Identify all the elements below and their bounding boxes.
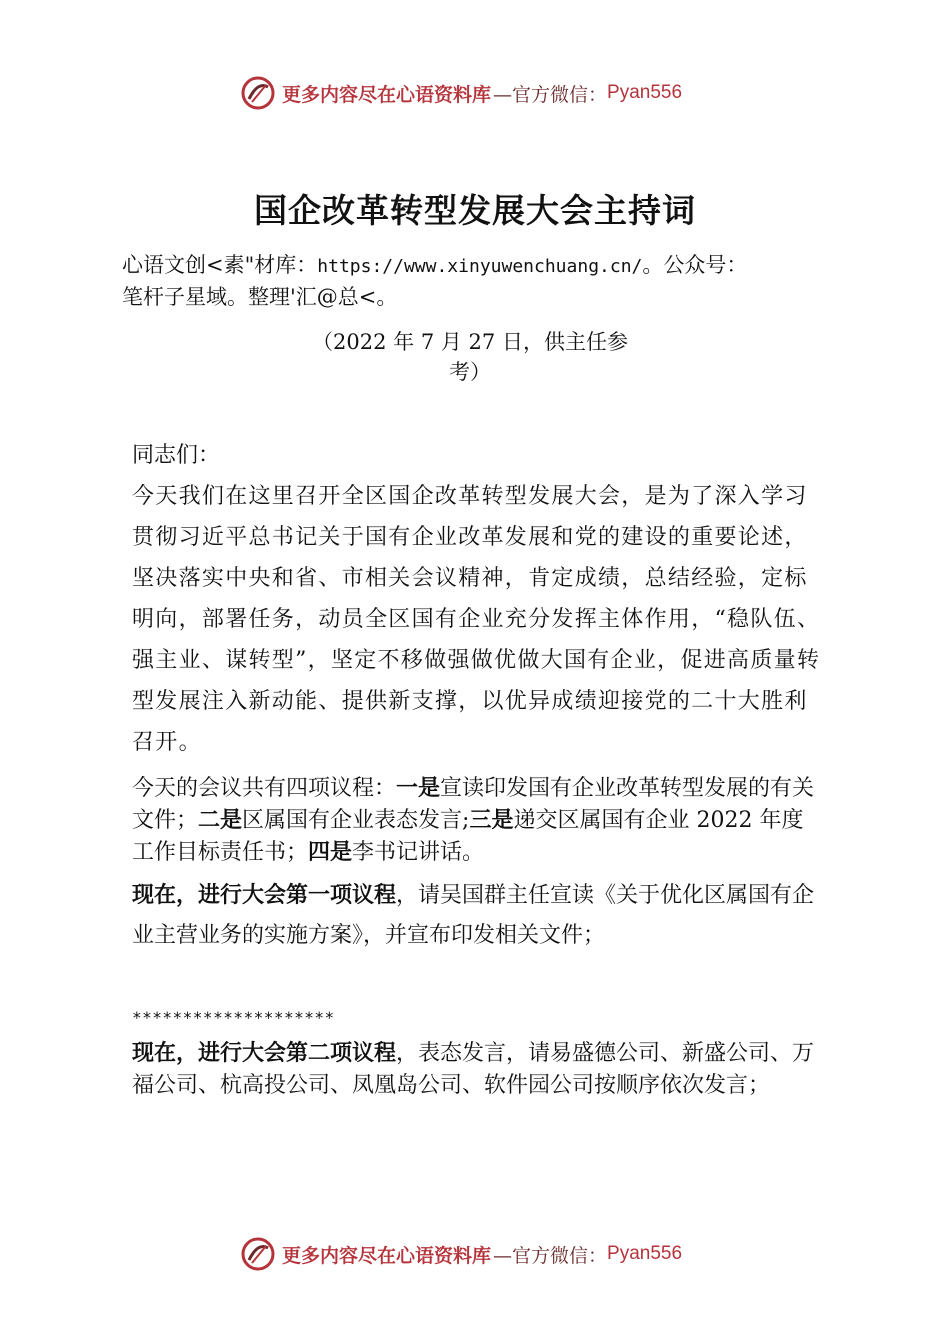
source-note	[122, 250, 862, 312]
paragraph-step-2	[132, 1038, 822, 1102]
step-1-text: ，请吴国群主任宣读《关于优化区属国有企业主营业务的实施方案》，并宣布印发相关文件；	[132, 883, 815, 948]
paragraph-step-1	[132, 876, 822, 956]
banner-wechat-id: Pyan556	[607, 82, 683, 103]
agenda-item-3-text: 递交区属国有企业 2022 年度工作目标责任书；	[132, 808, 804, 865]
brand-logo-icon	[240, 75, 276, 111]
separator-stars: ********************	[132, 1008, 335, 1027]
step-1-lead: 现在，进行大会第一项议程	[132, 883, 397, 908]
source-prefix: 心语文创<素"材库：	[122, 253, 318, 277]
source-url: https://www.xinyuwenchuang.cn/	[317, 256, 643, 277]
banner-wechat-id: Pyan556	[607, 1243, 683, 1264]
agenda-item-1-label: 一是	[396, 776, 441, 801]
header-banner	[240, 73, 682, 113]
banner-main-text: 更多内容尽在心语资料库	[282, 83, 492, 106]
banner-separator-text: —官方微信：	[493, 83, 608, 106]
date-line-2: 考）	[449, 360, 491, 384]
brand-logo-icon	[240, 1236, 276, 1272]
banner-main-text: 更多内容尽在心语资料库	[282, 1244, 492, 1267]
document-title: 国企改革转型发展大会主持词	[254, 191, 696, 230]
greeting: 同志们：	[132, 443, 221, 468]
agenda-item-4-label: 四是	[308, 840, 353, 865]
source-suffix: 。公众号：	[642, 253, 748, 277]
agenda-intro: 今天的会议共有四项议程：	[132, 776, 397, 801]
paragraph-intro: 今天我们在这里召开全区国企改革转型发展大会，是为了深入学习贯彻习近平总书记关于国有企业改革发展和党的建设的重要论述，坚决落实中央和省、市相关会议精神，肯定成绩，总结经验，定标明向，部署任务，动员全区国有企业充分发挥主体作用，“稳队伍、强主业、谋转型”，坚定不移做强做优做大国有企业，促进高质量转型发展注入新动能、提供新支撑，以优异成绩迎接党的二十大胜利召开。	[132, 484, 821, 755]
footer-banner	[240, 1234, 682, 1274]
date-note	[280, 327, 660, 387]
agenda-item-2-label: 二是	[198, 808, 243, 833]
source-line-2: 笔杆子星域。整理'汇@总<。	[122, 285, 398, 309]
agenda-item-4-text: 李书记讲话。	[352, 840, 485, 865]
source-line-1	[122, 250, 862, 282]
step-2-text: ，表态发言，请易盛德公司、新盛公司、万福公司、杭高投公司、凤凰岛公司、软件园公司按顺序依次发言；	[132, 1041, 815, 1098]
agenda-item-1-text: 宣读印发国有企业改革转型发展的有关文件；	[132, 776, 815, 833]
step-2-lead: 现在，进行大会第二项议程	[132, 1041, 397, 1066]
agenda-item-3-label: 三是	[469, 808, 514, 833]
date-line-1: （2022 年 7 月 27 日，供主任参	[312, 330, 628, 354]
agenda-item-2-text: 区属国有企业表态发言;	[242, 808, 470, 833]
paragraph-agenda	[132, 773, 822, 869]
banner-separator-text: —官方微信：	[493, 1244, 608, 1267]
